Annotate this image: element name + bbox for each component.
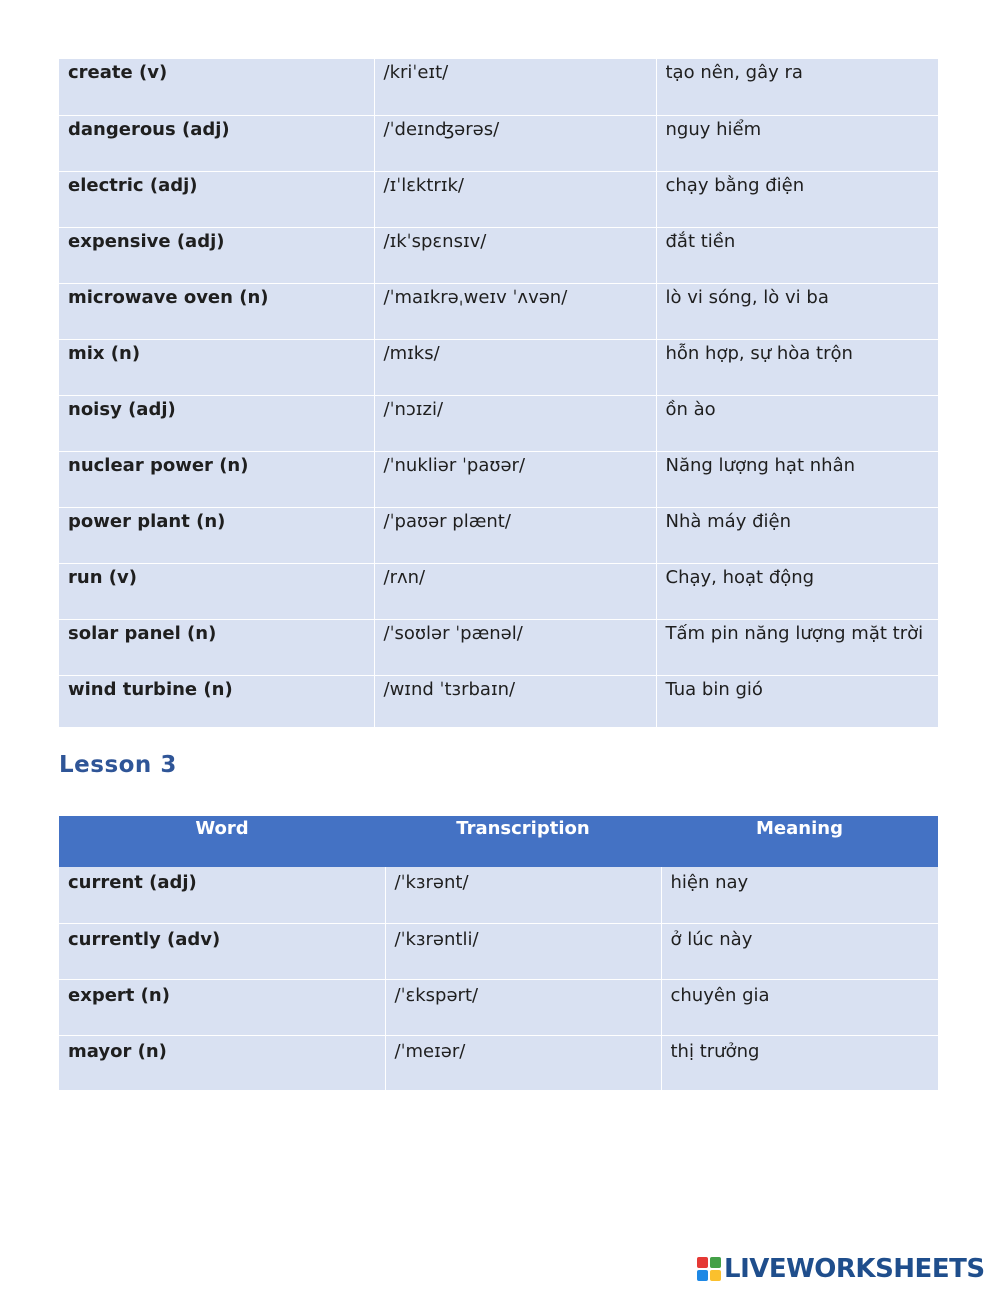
table-row [59, 979, 938, 1035]
meaning-cell: ở lúc này [661, 923, 938, 979]
liveworksheets-logo-icon [697, 1257, 721, 1281]
word-cell: mix (n) [59, 339, 374, 395]
meaning-cell: lò vi sóng, lò vi ba [656, 283, 938, 339]
transcription-cell: /kriˈeɪt/ [374, 59, 656, 115]
table-header-row [59, 816, 938, 867]
table-row [59, 619, 938, 675]
vocabulary-table-continued [59, 59, 938, 727]
word-cell: nuclear power (n) [59, 451, 374, 507]
column-header-word: Word [59, 816, 385, 867]
word-cell: currently (adv) [59, 923, 385, 979]
meaning-cell: Tấm pin năng lượng mặt trời [656, 619, 938, 675]
meaning-cell: thị trưởng [661, 1035, 938, 1090]
transcription-cell: /ˈsoʊlər ˈpænəl/ [374, 619, 656, 675]
transcription-cell: /ˈmaɪkrəˌweɪv ˈʌvən/ [374, 283, 656, 339]
table-row [59, 923, 938, 979]
table-row [59, 59, 938, 115]
transcription-cell: /ˈkɜrəntli/ [385, 923, 661, 979]
transcription-cell: /ˈɛkspərt/ [385, 979, 661, 1035]
lesson-3-vocabulary-table [59, 816, 938, 1090]
meaning-cell: Nhà máy điện [656, 507, 938, 563]
word-cell: dangerous (adj) [59, 115, 374, 171]
table-row [59, 675, 938, 727]
table-row [59, 339, 938, 395]
table-row [59, 451, 938, 507]
column-header-transcription: Transcription [385, 816, 661, 867]
logo-tile [697, 1270, 708, 1281]
meaning-cell: hỗn hợp, sự hòa trộn [656, 339, 938, 395]
liveworksheets-logo-text: LIVEWORKSHEETS [724, 1254, 985, 1284]
meaning-cell: hiện nay [661, 867, 938, 923]
transcription-cell: /rʌn/ [374, 563, 656, 619]
word-cell: solar panel (n) [59, 619, 374, 675]
transcription-cell: /wɪnd ˈtɜrbaɪn/ [374, 675, 656, 727]
word-cell: run (v) [59, 563, 374, 619]
table-row [59, 395, 938, 451]
word-cell: power plant (n) [59, 507, 374, 563]
table-row [59, 283, 938, 339]
meaning-cell: chạy bằng điện [656, 171, 938, 227]
meaning-cell: Tua bin gió [656, 675, 938, 727]
logo-tile [697, 1257, 708, 1268]
word-cell: mayor (n) [59, 1035, 385, 1090]
transcription-cell: /ˈnukliər ˈpaʊər/ [374, 451, 656, 507]
meaning-cell: ồn ào [656, 395, 938, 451]
table-row [59, 563, 938, 619]
logo-tile [710, 1270, 721, 1281]
transcription-cell: /ˈpaʊər plænt/ [374, 507, 656, 563]
table-row [59, 867, 938, 923]
transcription-cell: /ˈnɔɪzi/ [374, 395, 656, 451]
lesson-heading: Lesson 3 [59, 752, 177, 778]
word-cell: expensive (adj) [59, 227, 374, 283]
transcription-cell: /ˈmeɪər/ [385, 1035, 661, 1090]
meaning-cell: đắt tiền [656, 227, 938, 283]
logo-tile [710, 1257, 721, 1268]
transcription-cell: /ˈdeɪnʤərəs/ [374, 115, 656, 171]
meaning-cell: Chạy, hoạt động [656, 563, 938, 619]
meaning-cell: Năng lượng hạt nhân [656, 451, 938, 507]
word-cell: wind turbine (n) [59, 675, 374, 727]
meaning-cell: nguy hiểm [656, 115, 938, 171]
column-header-meaning: Meaning [661, 816, 938, 867]
word-cell: noisy (adj) [59, 395, 374, 451]
word-cell: create (v) [59, 59, 374, 115]
transcription-cell: /ɪkˈspɛnsɪv/ [374, 227, 656, 283]
word-cell: microwave oven (n) [59, 283, 374, 339]
table-row [59, 507, 938, 563]
transcription-cell: /ˈkɜrənt/ [385, 867, 661, 923]
table-row [59, 115, 938, 171]
transcription-cell: /mɪks/ [374, 339, 656, 395]
word-cell: current (adj) [59, 867, 385, 923]
table-row [59, 171, 938, 227]
meaning-cell: chuyên gia [661, 979, 938, 1035]
table-row [59, 1035, 938, 1090]
table-row [59, 227, 938, 283]
meaning-cell: tạo nên, gây ra [656, 59, 938, 115]
word-cell: electric (adj) [59, 171, 374, 227]
liveworksheets-logo [697, 1254, 985, 1284]
transcription-cell: /ɪˈlɛktrɪk/ [374, 171, 656, 227]
word-cell: expert (n) [59, 979, 385, 1035]
